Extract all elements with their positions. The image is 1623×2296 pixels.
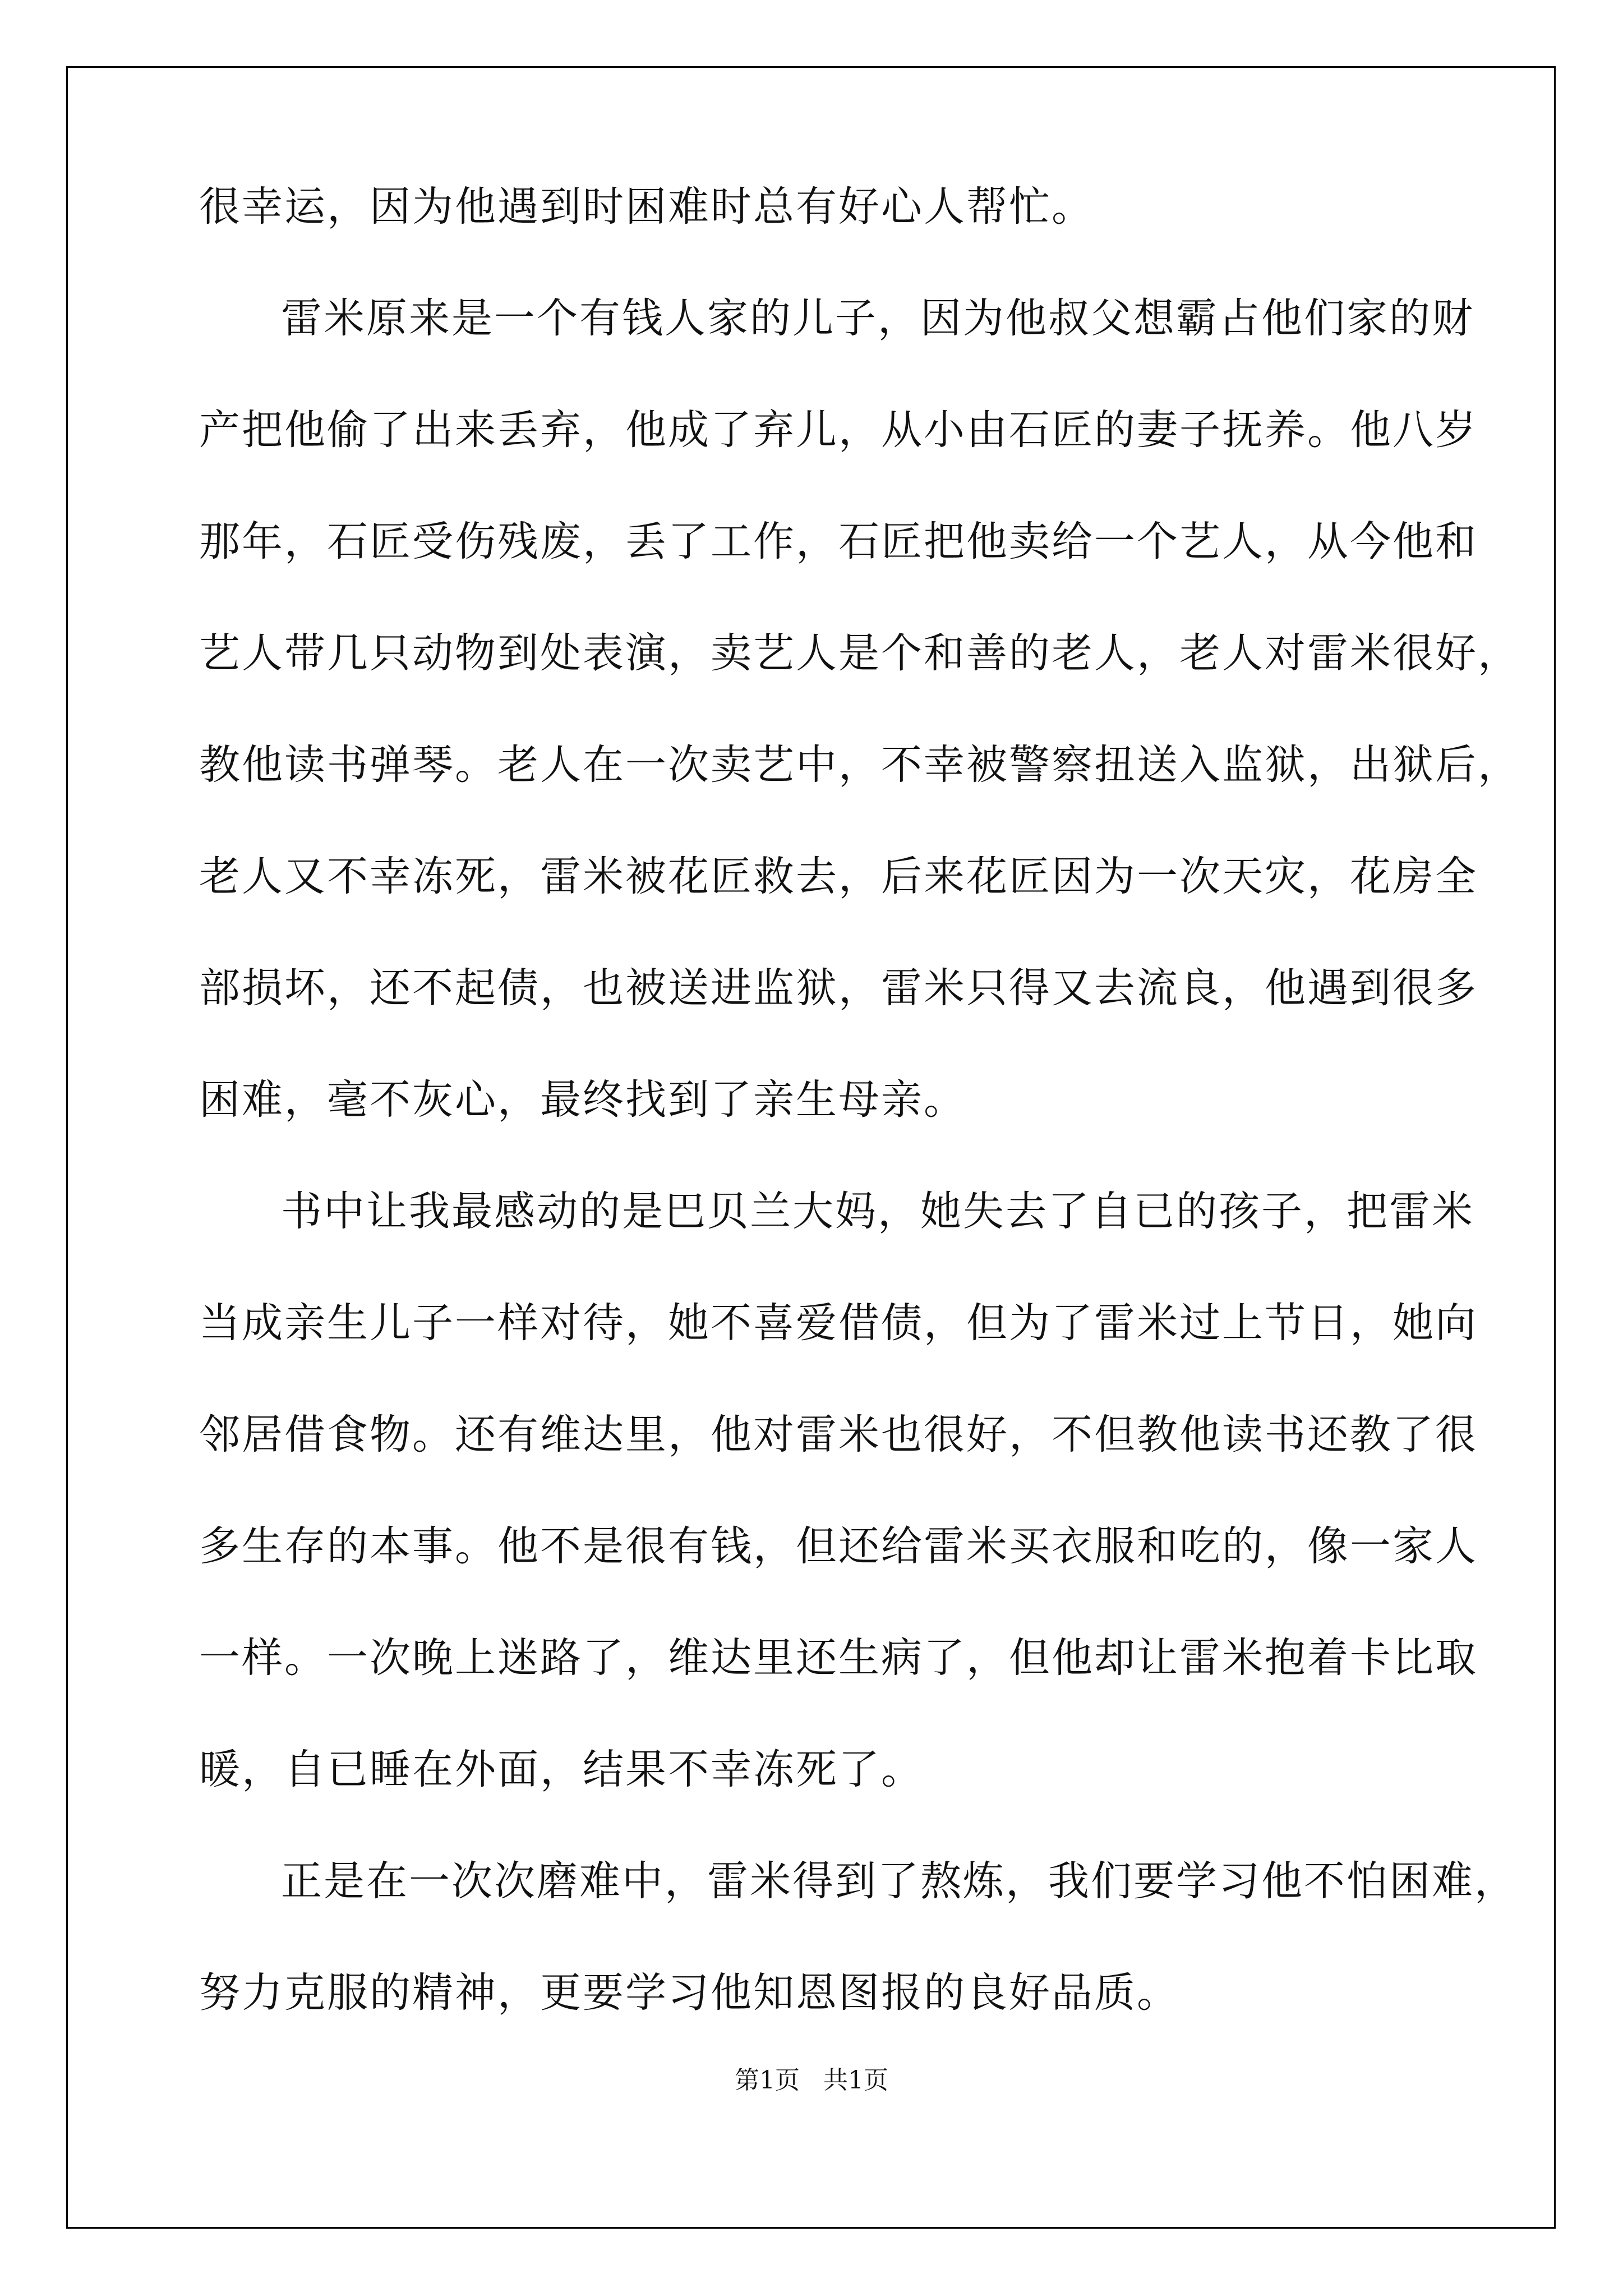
text-line: 很幸运，因为他遇到时困难时总有好心人帮忙。 [199, 183, 1094, 231]
text-line: 暖，自已睡在外面，结果不幸冻死了。 [199, 1746, 924, 1793]
text-line: 教他读书弹琴。老人在一次卖艺中，不幸被警察扭送入监狱，出狱后， [199, 741, 1520, 789]
text-line: 那年，石匠受伤残废，丢了工作，石匠把他卖给一个艺人，从今他和 [199, 518, 1478, 565]
text-line: 当成亲生儿子一样对待，她不喜爱借债，但为了雷米过上节日，她向 [199, 1299, 1478, 1347]
text-line: 一样。一次晚上迷路了，维达里还生病了，但他却让雷米抱着卡比取 [199, 1634, 1478, 1682]
text-line: 邻居借食物。还有维达里，他对雷米也很好，不但教他读书还教了很 [199, 1411, 1478, 1458]
text-line: 部损坏，还不起债，也被送进监狱，雷米只得又去流良，他遇到很多 [199, 964, 1478, 1012]
paragraph-start-line: 正是在一次次磨难中，雷米得到了熬炼，我们要学习他不怕困难， [281, 1857, 1517, 1905]
document-body [199, 183, 1520, 2083]
text-line: 老人又不幸冻死，雷米被花匠救去，后来花匠因为一次天灾，花房全 [199, 853, 1478, 900]
page-number: 第1页 共1页 [735, 2066, 888, 2095]
text-line: 困难，毫不灰心，最终找到了亲生母亲。 [199, 1076, 966, 1124]
paragraph-start-line: 书中让我最感动的是巴贝兰大妈，她失去了自已的孩子，把雷米 [281, 1188, 1474, 1235]
text-line: 艺人带几只动物到处表演，卖艺人是个和善的老人，老人对雷米很好， [199, 629, 1520, 677]
paragraph-start-line: 雷米原来是一个有钱人家的儿子，因为他叔父想霸占他们家的财 [281, 295, 1474, 342]
text-line: 多生存的本事。他不是很有钱，但还给雷米买衣服和吃的，像一家人 [199, 1522, 1478, 1570]
text-line: 产把他偷了出来丢弃，他成了弃儿，从小由石匠的妻子抚养。他八岁 [199, 406, 1478, 454]
text-line: 努力克服的精神，更要学习他知恩图报的良好品质。 [199, 1969, 1179, 2017]
